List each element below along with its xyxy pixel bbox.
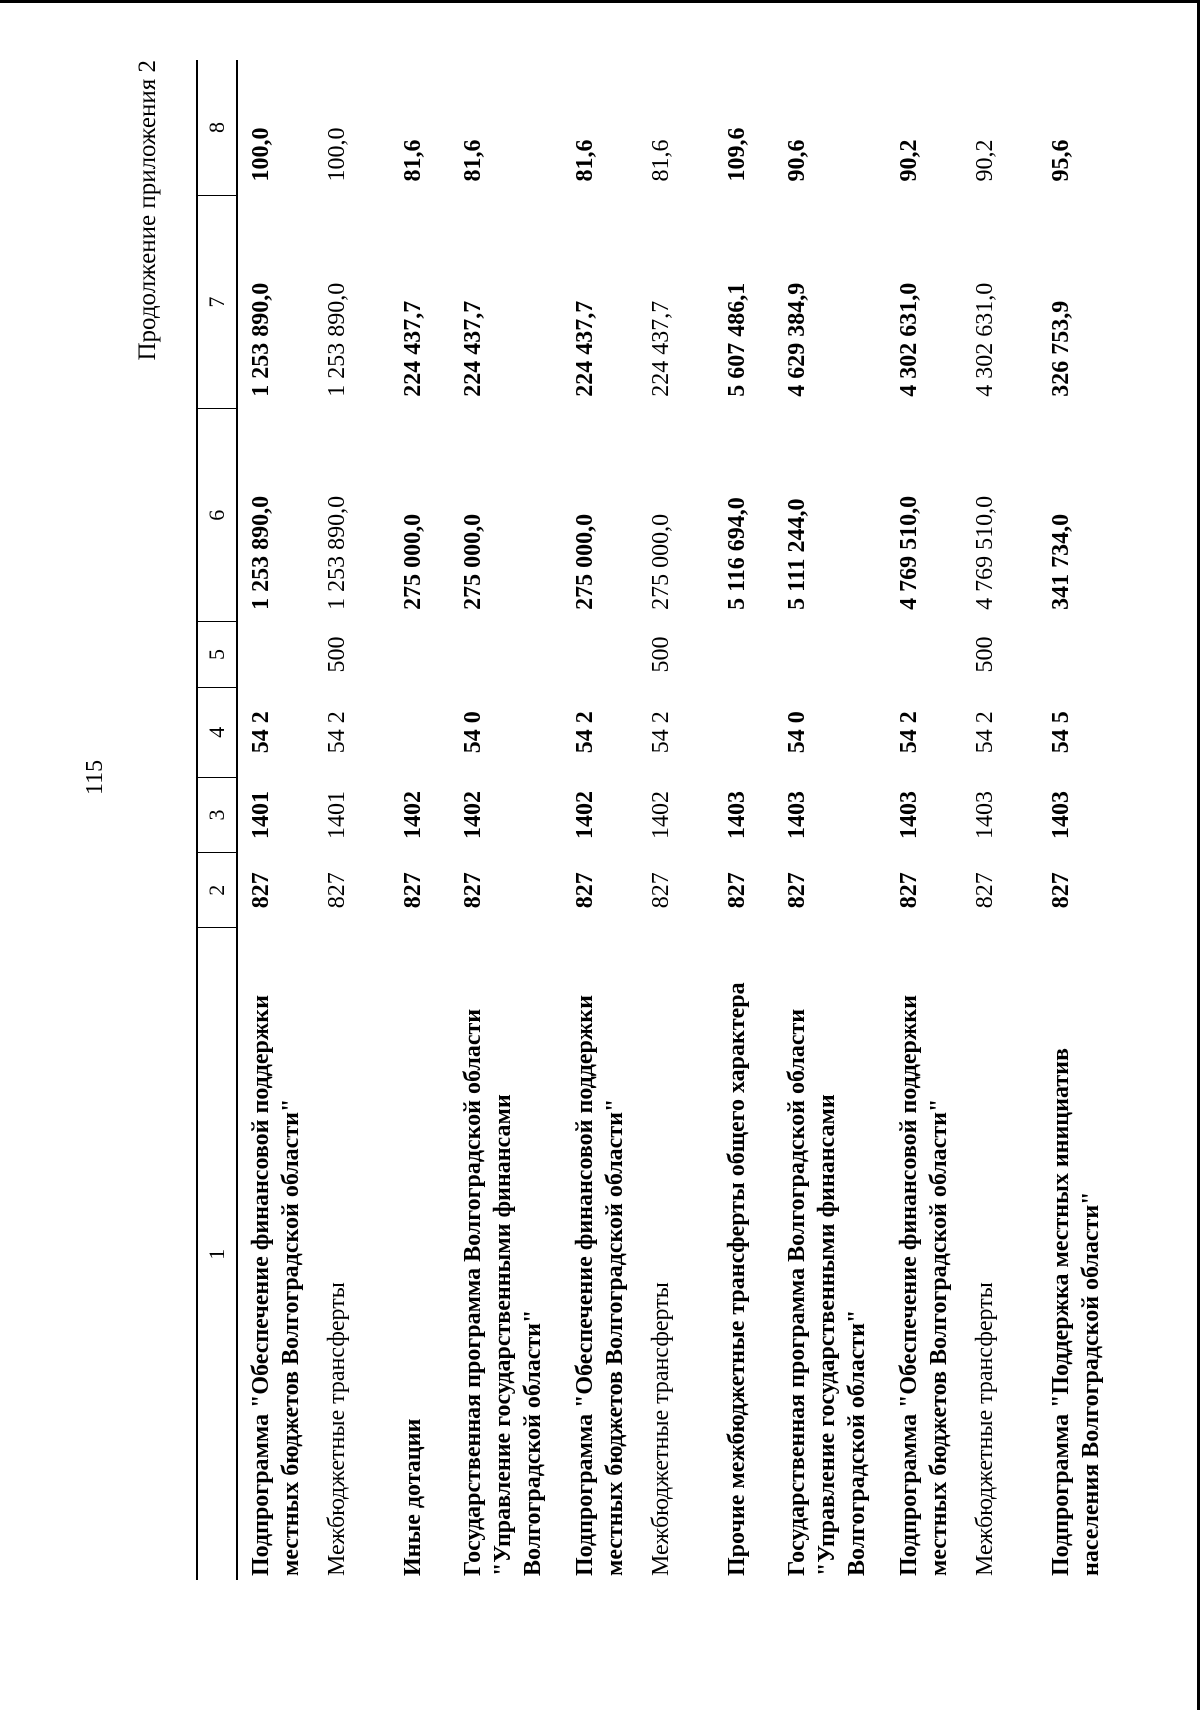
column-5-cell: 500 [972, 636, 998, 673]
column-8-cell: 90,2 [896, 139, 922, 182]
column-2-cell: 827 [648, 872, 674, 909]
column-4-cell: 54 2 [248, 711, 274, 754]
table-row [886, 60, 962, 1580]
column-6-cell: 5 116 694,0 [724, 497, 750, 610]
column-header: 5 [197, 622, 237, 687]
table-row [962, 60, 1038, 1580]
column-7-cell: 224 437,7 [400, 300, 426, 397]
column-3-cell: 1402 [400, 791, 426, 840]
column-8-cell: 100,0 [248, 127, 274, 182]
column-3-cell: 1403 [896, 791, 922, 840]
column-header: 8 [197, 60, 237, 196]
column-4-cell: 54 2 [324, 711, 350, 754]
column-8-cell: 90,2 [972, 139, 998, 182]
row-name-cell: Иные дотации [400, 1418, 426, 1576]
column-5-cell [237, 622, 314, 687]
column-header: 4 [197, 687, 237, 777]
row-name-cell: Подпрограмма "Обеспечение финансовой поддержки местных бюджетов Волгоградской области" [896, 995, 952, 1576]
column-7-cell: 4 302 631,0 [972, 282, 998, 397]
column-7-cell: 5 607 486,1 [724, 282, 750, 397]
column-6-cell: 275 000,0 [460, 513, 486, 610]
column-3-cell: 1401 [248, 791, 274, 840]
column-6-cell: 275 000,0 [400, 513, 426, 610]
column-6-cell: 1 253 890,0 [324, 495, 350, 610]
table-row [314, 60, 390, 1580]
appendix-continuation-note: Продолжение приложения 2 [134, 60, 161, 361]
column-4-cell [390, 687, 450, 777]
column-6-cell: 275 000,0 [572, 513, 598, 610]
row-name-cell: Подпрограмма "Поддержка местных инициатив населения Волгоградской области" [1048, 1048, 1104, 1576]
row-name-cell: Подпрограмма "Обеспечение финансовой поддержки местных бюджетов Волгоградской области" [248, 995, 304, 1576]
column-6-cell: 1 253 890,0 [248, 495, 274, 610]
table-row [237, 60, 314, 1580]
column-8-cell: 81,6 [648, 139, 674, 182]
column-2-cell: 827 [896, 872, 922, 909]
column-3-cell: 1402 [572, 791, 598, 840]
column-5-cell: 500 [324, 636, 350, 673]
column-2-cell: 827 [972, 872, 998, 909]
column-header: 6 [197, 409, 237, 622]
column-3-cell: 1403 [1048, 791, 1074, 840]
column-6-cell: 4 769 510,0 [896, 495, 922, 610]
table-row [774, 60, 886, 1580]
column-2-cell: 827 [400, 872, 426, 909]
column-5-cell [714, 622, 774, 687]
column-4-cell: 54 5 [1048, 711, 1074, 754]
table-row [450, 60, 562, 1580]
column-2-cell: 827 [324, 872, 350, 909]
row-name-cell: Межбюджетные трансферты [648, 1282, 674, 1576]
column-8-cell: 109,6 [724, 127, 750, 182]
row-name-cell: Прочие межбюджетные трансферты общего характера [724, 982, 750, 1576]
table-row [638, 60, 714, 1580]
column-8-cell: 81,6 [572, 139, 598, 182]
column-5-cell [774, 622, 886, 687]
column-2-cell: 827 [784, 872, 810, 909]
page-number: 115 [82, 759, 108, 795]
table-row [714, 60, 774, 1580]
row-name-cell: Межбюджетные трансферты [972, 1282, 998, 1576]
column-7-cell: 224 437,7 [648, 300, 674, 397]
column-3-cell: 1402 [648, 791, 674, 840]
column-3-cell: 1403 [784, 791, 810, 840]
column-7-cell: 4 302 631,0 [896, 282, 922, 397]
column-2-cell: 827 [724, 872, 750, 909]
column-5-cell: 500 [648, 636, 674, 673]
column-6-cell: 4 769 510,0 [972, 495, 998, 610]
rotated-content [82, 60, 1140, 1580]
column-header: 3 [197, 777, 237, 852]
column-7-cell: 1 253 890,0 [324, 282, 350, 397]
column-4-cell: 54 2 [972, 711, 998, 754]
column-4-cell: 54 2 [572, 711, 598, 754]
column-4-cell: 54 0 [784, 711, 810, 754]
column-3-cell: 1401 [324, 791, 350, 840]
row-name-cell: Государственная программа Волгоградской области "Управление государственными финансами Волгоградской области" [460, 1008, 546, 1576]
column-7-cell: 326 753,9 [1048, 300, 1074, 397]
column-8-cell: 100,0 [324, 127, 350, 182]
table-row [562, 60, 638, 1580]
column-3-cell: 1403 [724, 791, 750, 840]
column-5-cell [1038, 622, 1114, 687]
row-name-cell: Межбюджетные трансферты [324, 1282, 350, 1576]
column-7-cell: 4 629 384,9 [784, 282, 810, 397]
column-5-cell [886, 622, 962, 687]
column-8-cell: 81,6 [400, 139, 426, 182]
table-row [1038, 60, 1114, 1580]
column-6-cell: 275 000,0 [648, 513, 674, 610]
column-5-cell [390, 622, 450, 687]
column-header: 2 [197, 853, 237, 928]
column-6-cell: 341 734,0 [1048, 513, 1074, 610]
column-4-cell: 54 2 [896, 711, 922, 754]
column-2-cell: 827 [572, 872, 598, 909]
column-6-cell: 5 111 244,0 [784, 498, 810, 610]
table-header-row [197, 60, 237, 1580]
column-4-cell: 54 2 [648, 711, 674, 754]
row-name-cell: Подпрограмма "Обеспечение финансовой поддержки местных бюджетов Волгоградской области" [572, 995, 628, 1576]
column-2-cell: 827 [460, 872, 486, 909]
column-8-cell: 90,6 [784, 139, 810, 182]
column-4-cell: 54 0 [460, 711, 486, 754]
column-5-cell [450, 622, 562, 687]
column-7-cell: 224 437,7 [572, 300, 598, 397]
column-8-cell: 81,6 [460, 139, 486, 182]
table-row [390, 60, 450, 1580]
column-4-cell [714, 687, 774, 777]
column-7-cell: 224 437,7 [460, 300, 486, 397]
column-3-cell: 1403 [972, 791, 998, 840]
column-header: 7 [197, 196, 237, 409]
row-name-cell: Государственная программа Волгоградской области "Управление государственными финансами Волгоградской области" [784, 1008, 870, 1576]
column-5-cell [562, 622, 638, 687]
column-2-cell: 827 [1048, 872, 1074, 909]
column-7-cell: 1 253 890,0 [248, 282, 274, 397]
column-3-cell: 1402 [460, 791, 486, 840]
column-8-cell: 95,6 [1048, 139, 1074, 182]
column-header: 1 [197, 928, 237, 1580]
column-2-cell: 827 [248, 872, 274, 909]
budget-table [196, 60, 1114, 1580]
